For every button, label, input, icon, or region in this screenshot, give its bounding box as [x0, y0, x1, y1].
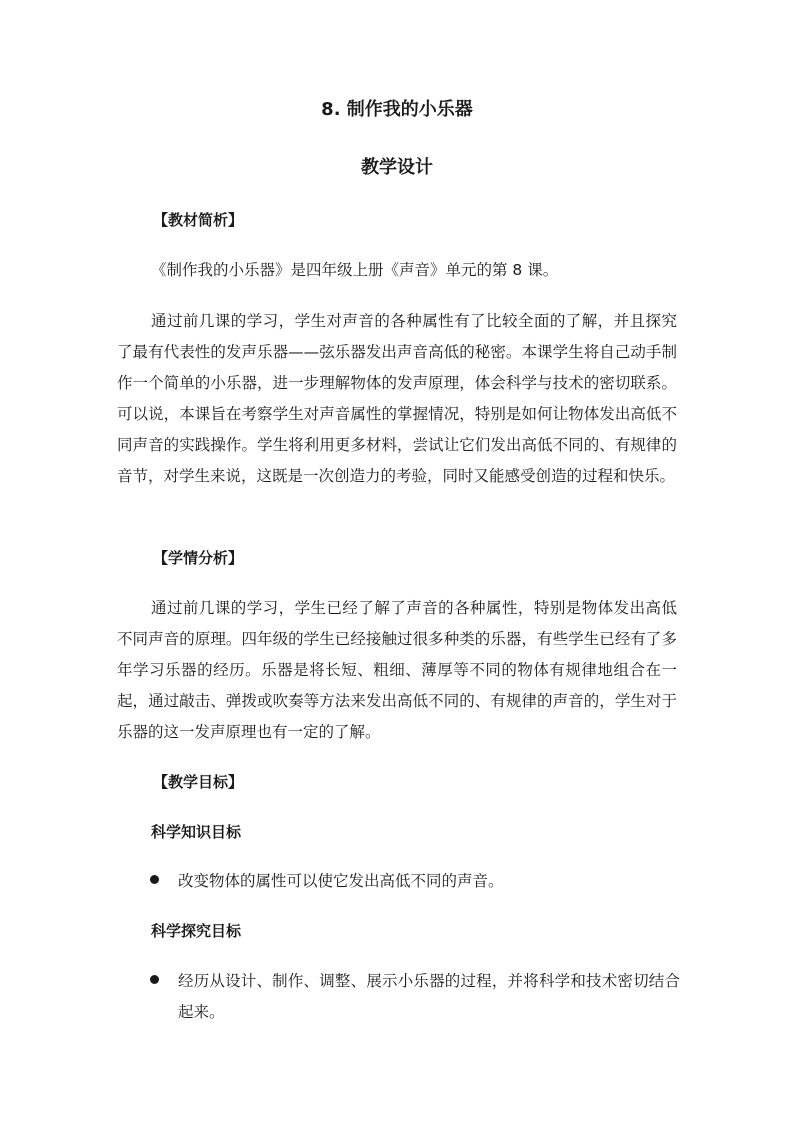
subheading-inquiry-objectives: 科学探究目标	[151, 922, 242, 940]
paragraph-textbook-detail: 通过前几课的学习，学生对声音的各种属性有了比较全面的了解，并且探究了最有代表性的发声乐器——弦乐器发出声音高低的秘密。本课学生将自己动手制作一个简单的小乐器，进一步理解物体的发声原理，体会科学与技术的密切联系。可以说，本课旨在考察学生对声音属性的掌握情况，特别是如何让物体发出高低不同声音的实践操作。学生将利用更多材料，尝试让它们发出高低不同的、有规律的音节，对学生来说，这既是一次创造力的考验，同时又能感受创造的过程和快乐。	[117, 312, 677, 485]
paragraph-textbook-intro: 《制作我的小乐器》是四年级上册《声音》单元的第 8 课。	[151, 261, 559, 279]
section-heading-textbook-analysis: 【教材简析】	[153, 211, 244, 229]
lesson-title: 8. 制作我的小乐器	[321, 99, 473, 120]
bullet-icon	[150, 975, 159, 984]
bullet-icon	[150, 875, 159, 884]
bullet-item-inquiry	[150, 966, 680, 1028]
bullet-item-knowledge	[150, 866, 680, 897]
section-heading-objectives: 【教学目标】	[153, 773, 244, 791]
section-heading-learner-analysis: 【学情分析】	[153, 549, 244, 567]
paragraph-learner-analysis: 通过前几课的学习，学生已经了解了声音的各种属性，特别是物体发出高低不同声音的原理。四年级的学生已经接触过很多种类的乐器，有些学生已经有了多年学习乐器的经历。乐器是将长短、粗细、薄厚等不同的物体有规律地组合在一起，通过敲击、弹拨或吹奏等方法来发出高低不同的、有规律的声音的，学生对于乐器的这一发声原理也有一定的了解。	[117, 599, 677, 741]
bullet-text: 经历从设计、制作、调整、展示小乐器的过程，并将科学和技术密切结合起来。	[178, 972, 680, 1021]
bullet-text: 改变物体的属性可以使它发出高低不同的声音。	[178, 872, 504, 890]
lesson-subtitle: 教学设计	[361, 157, 433, 178]
subheading-knowledge-objectives: 科学知识目标	[151, 823, 242, 841]
